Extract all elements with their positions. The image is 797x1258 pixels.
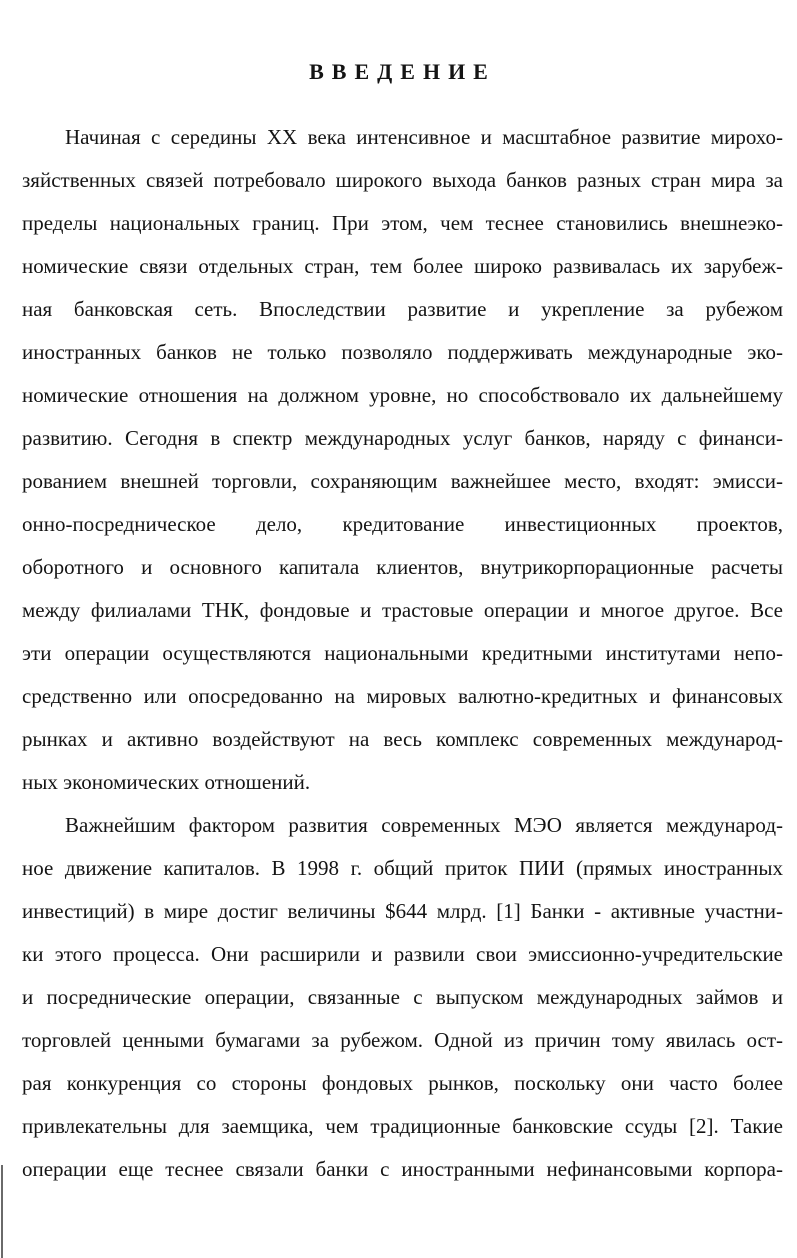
text-line: Начиная с середины XX века интенсивное и масштабное развитие мирохо-: [65, 125, 783, 149]
page-title: ВВЕДЕНИЕ: [309, 59, 496, 84]
scan-edge-line: [1, 1165, 3, 1258]
text-line: и посреднические операции, связанные с выпуском международных займов и: [22, 985, 783, 1009]
text-line: средственно или опосредованно на мировых валютно-кредитных и финансовых: [22, 684, 783, 708]
text-line: иностранных банков не только позволяло поддерживать международные эко-: [22, 340, 783, 364]
text-line: операции еще теснее связали банки с иностранными нефинансовыми корпора-: [22, 1157, 783, 1181]
text-line: номические связи отдельных стран, тем более широко развивалась их зарубеж-: [22, 254, 783, 278]
paragraph-1: [22, 116, 783, 804]
paragraph-2: [22, 804, 783, 1191]
text-line: инвестиций) в мире достиг величины $644 млрд. [1] Банки - активные участни-: [22, 899, 783, 923]
text-line: торговлей ценными бумагами за рубежом. Одной из причин тому явилась ост-: [22, 1028, 783, 1052]
text-line: привлекательны для заемщика, чем традиционные банковские ссуды [2]. Такие: [22, 1114, 783, 1138]
text-line: рованием внешней торговли, сохраняющим важнейшее место, входят: эмисси-: [22, 469, 783, 493]
text-line: между филиалами ТНК, фондовые и трастовые операции и многое другое. Все: [22, 598, 783, 622]
text-line: рая конкуренция со стороны фондовых рынков, поскольку они часто более: [22, 1071, 783, 1095]
text-line: эти операции осуществляются национальными кредитными институтами непо-: [22, 641, 783, 665]
text-line: оборотного и основного капитала клиентов, внутрикорпорационные расчеты: [22, 555, 783, 579]
text-line: ная банковская сеть. Впоследствии развитие и укрепление за рубежом: [22, 297, 783, 321]
text-line: ки этого процесса. Они расширили и развили свои эмиссионно-учредительские: [22, 942, 783, 966]
text-line: Важнейшим фактором развития современных МЭО является международ-: [65, 813, 783, 837]
text-line: ное движение капиталов. В 1998 г. общий приток ПИИ (прямых иностранных: [22, 856, 783, 880]
body-text: [22, 116, 783, 1191]
text-line: онно-посредническое дело, кредитование инвестиционных проектов,: [22, 512, 783, 536]
text-line: рынках и активно воздействуют на весь комплекс современных международ-: [22, 727, 783, 751]
text-line: номические отношения на должном уровне, но способствовало их дальнейшему: [22, 383, 783, 407]
text-line: пределы национальных границ. При этом, чем теснее становились внешнеэко-: [22, 211, 783, 235]
text-line: зяйственных связей потребовало широкого выхода банков разных стран мира за: [22, 168, 783, 192]
text-line: ных экономических отношений.: [22, 770, 311, 794]
text-line: развитию. Сегодня в спектр международных услуг банков, наряду с финанси-: [22, 426, 783, 450]
